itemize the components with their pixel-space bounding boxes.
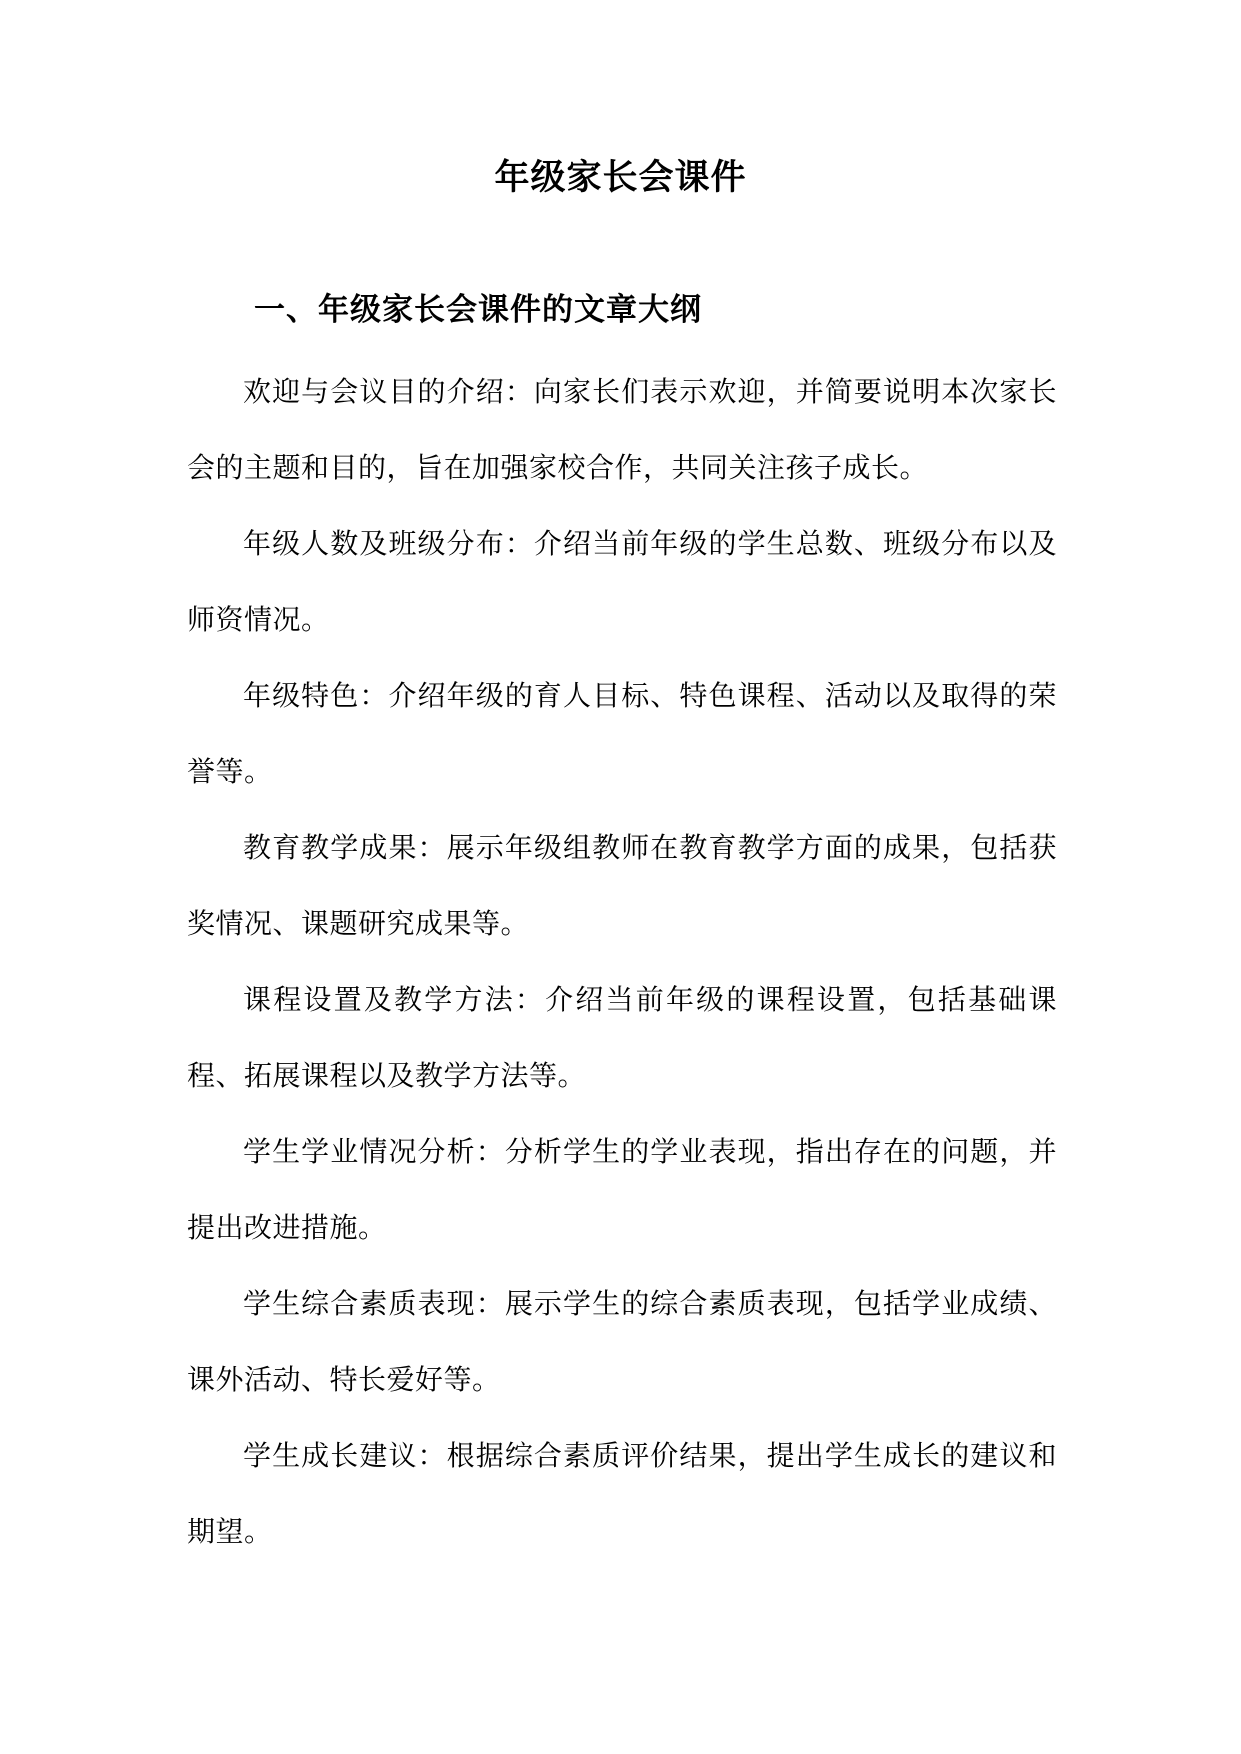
- paragraph-grade-size: 年级人数及班级分布：介绍当前年级的学生总数、班级分布以及师资情况。: [187, 527, 1057, 636]
- paragraph-grade-features: 年级特色：介绍年级的育人目标、特色课程、活动以及取得的荣誉等。: [187, 679, 1057, 788]
- section-heading: 一、年级家长会课件的文章大纲: [254, 292, 702, 328]
- paragraph-growth-suggestions: 学生成长建议：根据综合素质评价结果，提出学生成长的建议和期望。: [187, 1439, 1057, 1548]
- paragraph-welcome: 欢迎与会议目的介绍：向家长们表示欢迎，并简要说明本次家长会的主题和目的，旨在加强家校合作，共同关注孩子成长。: [187, 375, 1057, 484]
- paragraph-comprehensive-quality: 学生综合素质表现：展示学生的综合素质表现，包括学业成绩、课外活动、特长爱好等。: [187, 1287, 1057, 1396]
- document-title: 年级家长会课件: [494, 157, 747, 198]
- paragraph-academic-analysis: 学生学业情况分析：分析学生的学业表现，指出存在的问题，并提出改进措施。: [187, 1135, 1057, 1244]
- paragraph-teaching-results: 教育教学成果：展示年级组教师在教育教学方面的成果，包括获奖情况、课题研究成果等。: [187, 831, 1057, 940]
- paragraph-curriculum: 课程设置及教学方法：介绍当前年级的课程设置，包括基础课程、拓展课程以及教学方法等。: [187, 983, 1057, 1092]
